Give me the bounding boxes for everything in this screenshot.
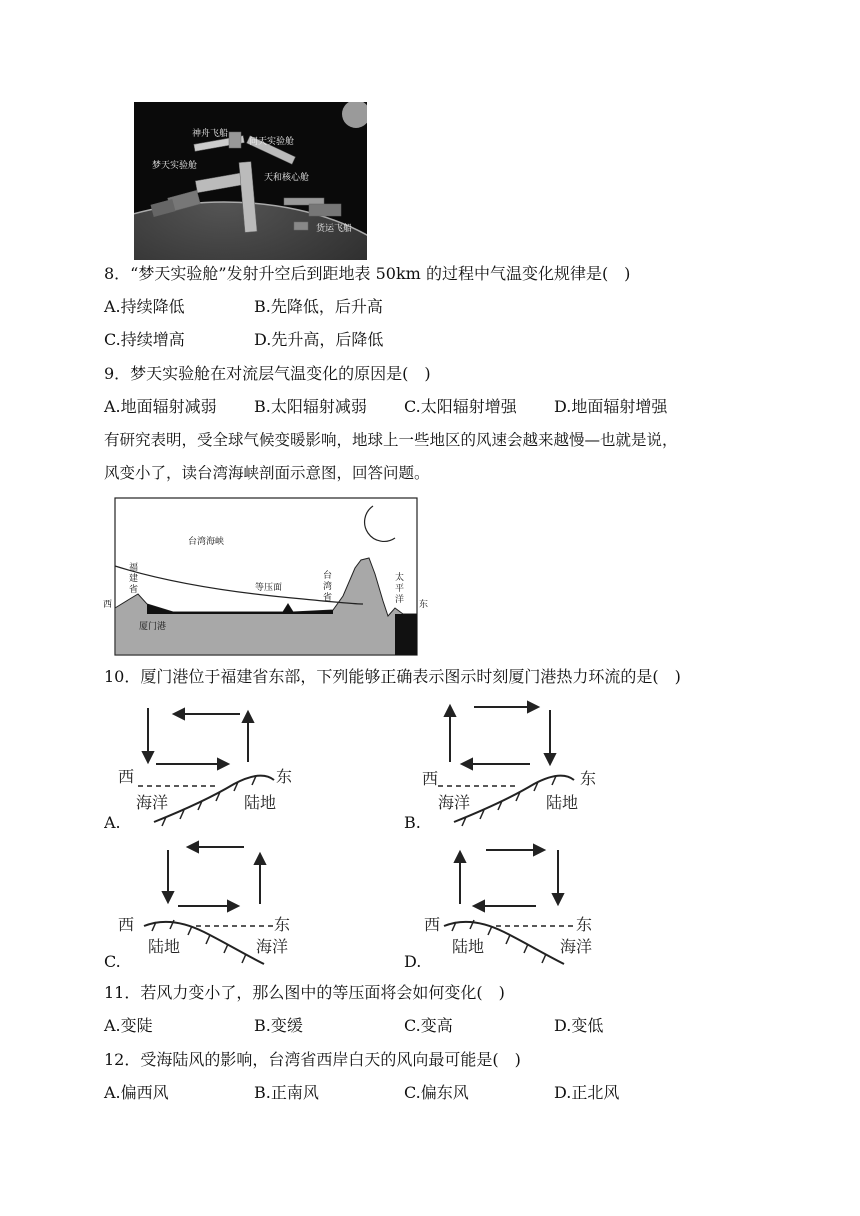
label-pacific-2: 平 — [395, 584, 405, 594]
label-wentian: 问天实验舱 — [249, 137, 295, 147]
q11-option-d[interactable]: D.变低 — [554, 1016, 604, 1035]
q9-option-a[interactable]: A.地面辐射减弱 — [104, 397, 217, 416]
option-letter: B. — [404, 813, 421, 832]
label-isobar: 等压面 — [255, 583, 283, 593]
q9-option-c[interactable]: C.太阳辐射增强 — [404, 397, 517, 416]
label-huoyun: 货运飞船 — [316, 224, 353, 234]
q12-option-d[interactable]: D.正北风 — [554, 1083, 620, 1102]
space-station-figure — [134, 102, 367, 260]
q8-option-d[interactable]: D.先升高，后降低 — [254, 330, 384, 349]
passage-line-2: 风变小了，读台湾海峡剖面示意图，回答问题。 — [104, 464, 430, 482]
label-pacific-1: 太 — [395, 573, 405, 583]
east-label: 东 — [580, 769, 597, 788]
east-label: 东 — [276, 767, 293, 786]
q11-option-b[interactable]: B.变缓 — [254, 1016, 303, 1035]
label-west: 西 — [103, 600, 113, 610]
west-label: 西 — [118, 915, 135, 934]
label-fujian-1: 福 — [129, 563, 139, 573]
sea-label: 海洋 — [256, 937, 289, 956]
q10-option-b[interactable] — [404, 700, 604, 835]
q8-option-a[interactable]: A.持续降低 — [104, 297, 185, 316]
label-taiwan-2: 湾 — [323, 582, 333, 592]
sea-label: 海洋 — [438, 793, 471, 812]
west-label: 西 — [424, 915, 441, 934]
east-label: 东 — [576, 915, 593, 934]
west-label: 西 — [422, 769, 439, 788]
land-label: 陆地 — [148, 937, 181, 956]
q9-option-b[interactable]: B.太阳辐射减弱 — [254, 397, 367, 416]
label-shenzhou: 神舟飞船 — [192, 129, 229, 139]
label-mengtian: 梦天实验舱 — [152, 161, 198, 171]
q11-option-c[interactable]: C.变高 — [404, 1016, 453, 1035]
q9-stem: 9．梦天实验舱在对流层气温变化的原因是( ) — [104, 364, 431, 383]
label-tianhe: 天和核心舱 — [264, 173, 310, 183]
label-fujian-2: 建 — [129, 574, 139, 584]
option-letter: C. — [104, 952, 121, 971]
sea-label: 海洋 — [560, 937, 593, 956]
strait-section-figure — [103, 496, 433, 658]
pacific-water — [395, 614, 417, 655]
sea-label: 海洋 — [136, 793, 169, 812]
q12-option-b[interactable]: B.正南风 — [254, 1083, 319, 1102]
west-label: 西 — [118, 767, 135, 786]
q11-stem: 11．若风力变小了，那么图中的等压面将会如何变化( ) — [104, 983, 505, 1002]
q12-option-c[interactable]: C.偏东风 — [404, 1083, 469, 1102]
q12-stem: 12．受海陆风的影响，台湾省西岸白天的风向最可能是( ) — [104, 1050, 521, 1069]
east-label: 东 — [274, 915, 291, 934]
option-letter: D. — [404, 952, 422, 971]
label-taiwan-3: 省 — [323, 593, 333, 603]
label-xiamen: 厦门港 — [139, 622, 167, 632]
passage-line-1: 有研究表明，受全球气候变暖影响，地球上一些地区的风速会越来越慢—也就是说， — [104, 431, 678, 449]
q8-option-b[interactable]: B.先降低，后升高 — [254, 297, 383, 316]
q9-option-d[interactable]: D.地面辐射增强 — [554, 397, 668, 416]
q10-option-d[interactable] — [404, 838, 604, 974]
label-east: 东 — [419, 600, 429, 610]
land-label: 陆地 — [546, 793, 579, 812]
q10-stem: 10．厦门港位于福建省东部，下列能够正确表示图示时刻厦门港热力环流的是( ) — [104, 667, 681, 686]
land-label: 陆地 — [452, 937, 485, 956]
q8-stem: 8．“梦天实验舱”发射升空后到距地表 50km 的过程中气温变化规律是( ) — [104, 264, 631, 283]
label-pacific-3: 洋 — [395, 595, 405, 605]
q10-option-c[interactable] — [104, 838, 304, 974]
label-strait: 台湾海峡 — [188, 537, 225, 547]
q10-option-a[interactable] — [104, 700, 304, 835]
label-taiwan-1: 台 — [323, 571, 333, 581]
q11-option-a[interactable]: A.变陡 — [104, 1016, 153, 1035]
q12-option-a[interactable]: A.偏西风 — [104, 1083, 169, 1102]
option-letter: A. — [104, 813, 121, 832]
land-label: 陆地 — [244, 793, 277, 812]
label-fujian-3: 省 — [129, 585, 139, 595]
q8-option-c[interactable]: C.持续增高 — [104, 330, 185, 349]
space-station-image — [134, 102, 367, 260]
